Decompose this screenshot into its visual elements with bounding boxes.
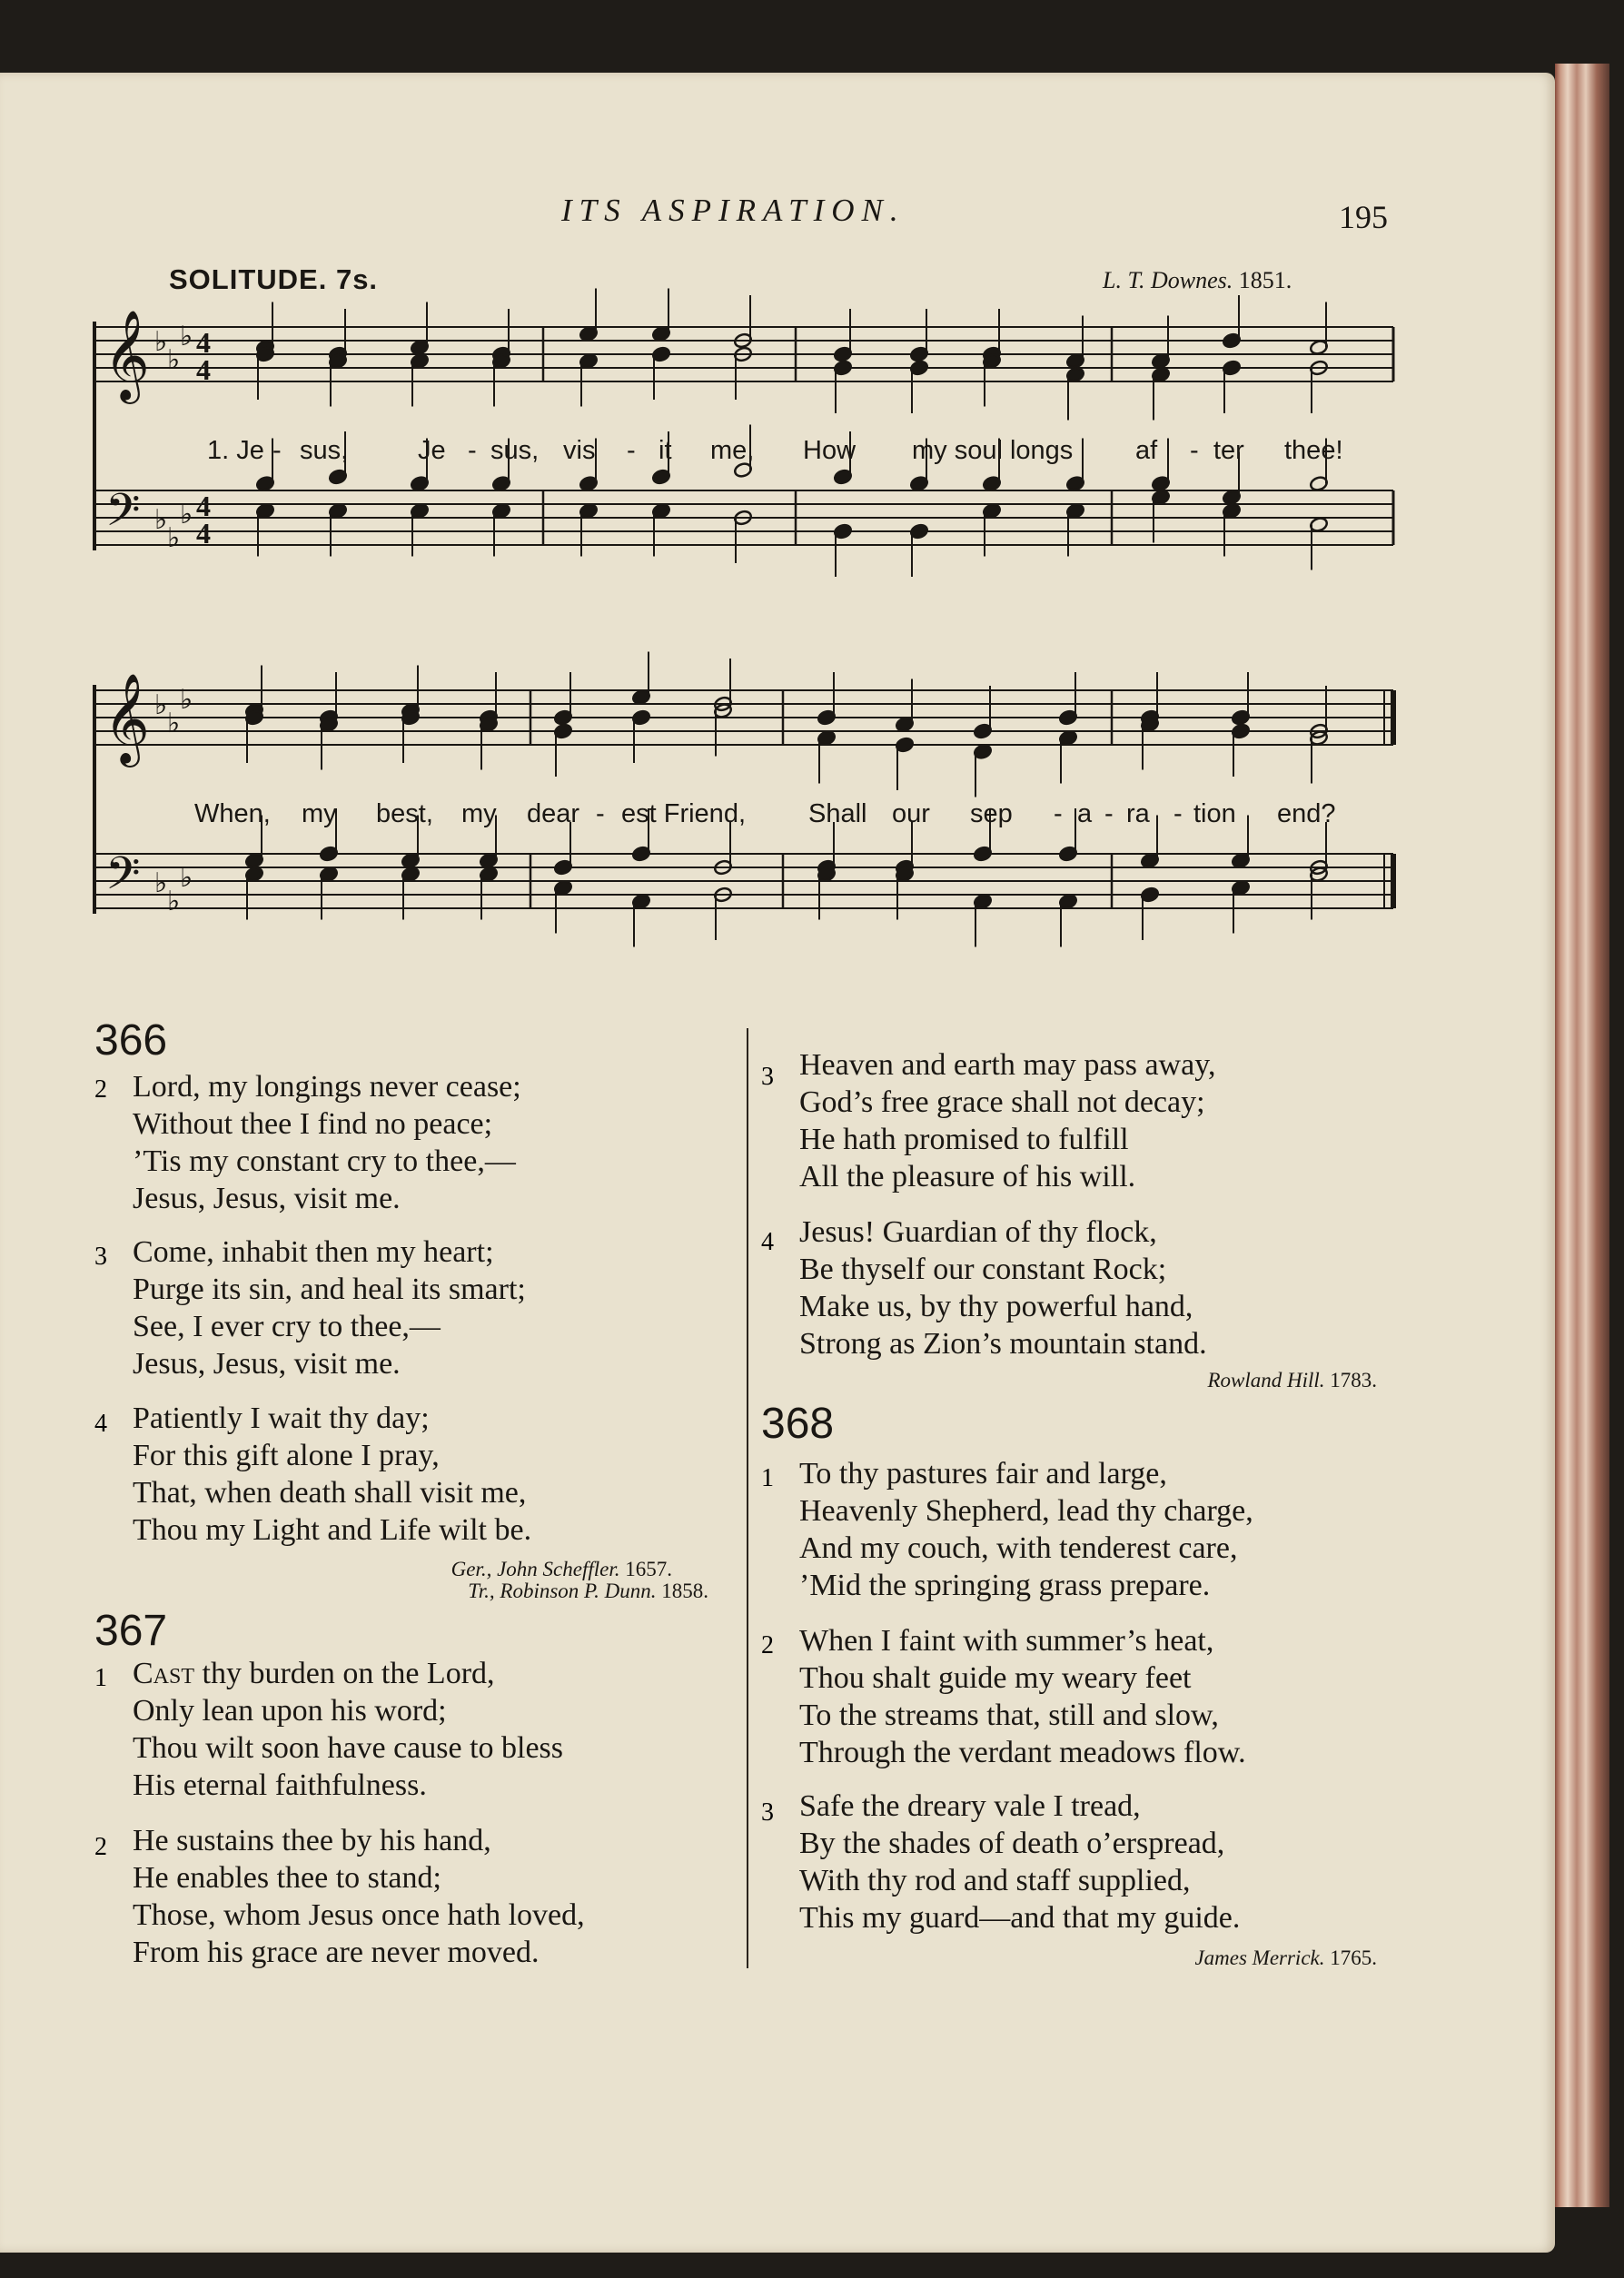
verse-number: 3	[761, 1798, 774, 1827]
lyric-2-syllable: When,	[194, 799, 271, 828]
lyric-1-syllable: my soul longs	[912, 436, 1074, 465]
verse: Patiently I wait thy day; For this gift alone I pray, That, when death shall visit me, Thou my Light and Life wilt be.	[133, 1401, 532, 1547]
verse: Safe the dreary vale I tread, By the shades of death o’erspread, With thy rod and staff supplied, This my guard—and that my guide.	[799, 1789, 1241, 1935]
time-signature: 4	[196, 517, 211, 550]
lyric-2-syllable: tion	[1193, 799, 1236, 828]
lyric-2-syllable: dear	[527, 799, 580, 828]
flat-icon: ♭	[154, 867, 168, 899]
lyric-2-syllable: sep	[970, 799, 1013, 828]
lyric-1-syllable: sus,	[300, 436, 349, 465]
page-number: 195	[1339, 199, 1388, 235]
verse: Jesus! Guardian of thy flock, Be thyself our constant Rock; Make us, by thy powerful hand, Strong as Zion’s mountain stand.	[799, 1215, 1207, 1361]
lyric-2-syllable: -	[1173, 799, 1183, 828]
verse-number: 4	[761, 1228, 774, 1256]
attribution: James Merrick. 1765.	[1194, 1946, 1377, 1969]
lyric-1-syllable: 1. Je	[207, 436, 264, 465]
lyric-1-syllable: ter	[1213, 436, 1244, 465]
lyric-1-syllable: How	[803, 436, 857, 465]
bass-clef-icon: 𝄢	[105, 484, 141, 548]
flat-icon: ♭	[180, 862, 193, 894]
lyrics-line-2	[0, 799, 1453, 836]
lyric-2-syllable: a	[1077, 799, 1093, 828]
flat-icon: ♭	[154, 689, 168, 721]
flat-icon: ♭	[154, 504, 168, 536]
verse: When I faint with summer’s heat, Thou shalt guide my weary feet To the streams that, still and slow, Through the verdant meadows flow.	[799, 1624, 1246, 1769]
lyric-2-syllable: est Friend,	[621, 799, 746, 828]
verse-number: 1	[94, 1664, 107, 1692]
time-signature: 4	[196, 490, 211, 522]
tune-composer: L. T. Downes. 1851.	[1103, 267, 1292, 293]
lyric-1-syllable: Je	[418, 436, 446, 465]
verse-number: 2	[94, 1075, 107, 1104]
time-signature: 4	[196, 353, 211, 386]
verse-number: 1	[761, 1464, 774, 1492]
lyric-2-syllable: Shall	[808, 799, 867, 828]
verse: Come, inhabit then my heart; Purge its sin, and heal its smart; See, I ever cry to thee,— Jesus, Jesus, visit me.	[133, 1235, 526, 1381]
attribution: Tr., Robinson P. Dunn. 1858.	[468, 1580, 708, 1602]
lyric-2-syllable: end?	[1277, 799, 1336, 828]
lyric-1-syllable: sus,	[490, 436, 540, 465]
verse-number: 3	[94, 1243, 107, 1271]
lyrics-line-1	[0, 436, 1453, 472]
lyric-2-syllable: -	[1104, 799, 1114, 828]
verse-number: 4	[94, 1410, 107, 1438]
flat-icon: ♭	[180, 499, 193, 530]
bass-clef-icon: 𝄢	[105, 847, 141, 911]
hymn-number-367: 367	[94, 1607, 168, 1655]
lyric-2-syllable: -	[596, 799, 605, 828]
flat-icon: ♭	[167, 344, 181, 376]
lyric-2-syllable: ra	[1126, 799, 1150, 828]
time-signature: 4	[196, 326, 211, 359]
verse-number: 2	[761, 1631, 774, 1659]
lyric-1-syllable: -	[1190, 436, 1199, 465]
lyric-1-syllable: -	[627, 436, 636, 465]
verse: Cast thy burden on the Lord, Only lean upon his word; Thou wilt soon have cause to bless His eternal faithfulness.	[133, 1657, 564, 1802]
flat-icon: ♭	[180, 321, 193, 352]
treble-clef-icon: 𝄞	[104, 310, 150, 401]
running-title: ITS ASPIRATION.	[561, 193, 906, 228]
lyric-1-syllable: af	[1135, 436, 1158, 465]
attribution: Rowland Hill. 1783.	[1207, 1369, 1377, 1392]
flat-icon: ♭	[180, 684, 193, 716]
lyric-1-syllable: thee!	[1284, 436, 1343, 465]
verse: Lord, my longings never cease; Without thee I find no peace; ’Tis my constant cry to thee,— Jesus, Jesus, visit me.	[133, 1070, 521, 1215]
treble-clef-icon: 𝄞	[104, 673, 150, 764]
lyric-2-syllable: best,	[376, 799, 433, 828]
flat-icon: ♭	[167, 708, 181, 739]
verse: To thy pastures fair and large, Heavenly Shepherd, lead thy charge, And my couch, with tenderest care, ’Mid the springing grass prepare.	[799, 1457, 1253, 1602]
flat-icon: ♭	[167, 522, 181, 554]
lyric-2-syllable: my	[461, 799, 497, 828]
hymn-number-368: 368	[761, 1400, 835, 1448]
flat-icon: ♭	[154, 326, 168, 358]
lyric-1-syllable: it	[659, 436, 672, 465]
lyric-2-syllable: my	[302, 799, 337, 828]
hymn-number-366: 366	[94, 1016, 168, 1065]
verse-number: 2	[94, 1833, 107, 1861]
lyric-1-syllable: vis	[563, 436, 596, 465]
lyric-1-syllable: -	[272, 436, 282, 465]
verse: He sustains thee by his hand, He enables thee to stand; Those, whom Jesus once hath loved, From his grace are never moved.	[133, 1824, 585, 1969]
attribution: Ger., John Scheffler. 1657.	[451, 1558, 672, 1580]
flat-icon: ♭	[167, 886, 181, 917]
tune-name: SOLITUDE. 7s.	[169, 263, 379, 295]
lyric-2-syllable: our	[892, 799, 930, 828]
lyric-1-syllable: me,	[710, 436, 755, 465]
lyric-2-syllable: -	[1054, 799, 1063, 828]
verse: Heaven and earth may pass away, God’s free grace shall not decay; He hath promised to fulfill All the pleasure of his will.	[799, 1048, 1216, 1193]
column-divider	[747, 1028, 748, 1968]
lyric-1-syllable: -	[468, 436, 477, 465]
page-edges	[1555, 64, 1609, 2207]
verse-number: 3	[761, 1063, 774, 1091]
